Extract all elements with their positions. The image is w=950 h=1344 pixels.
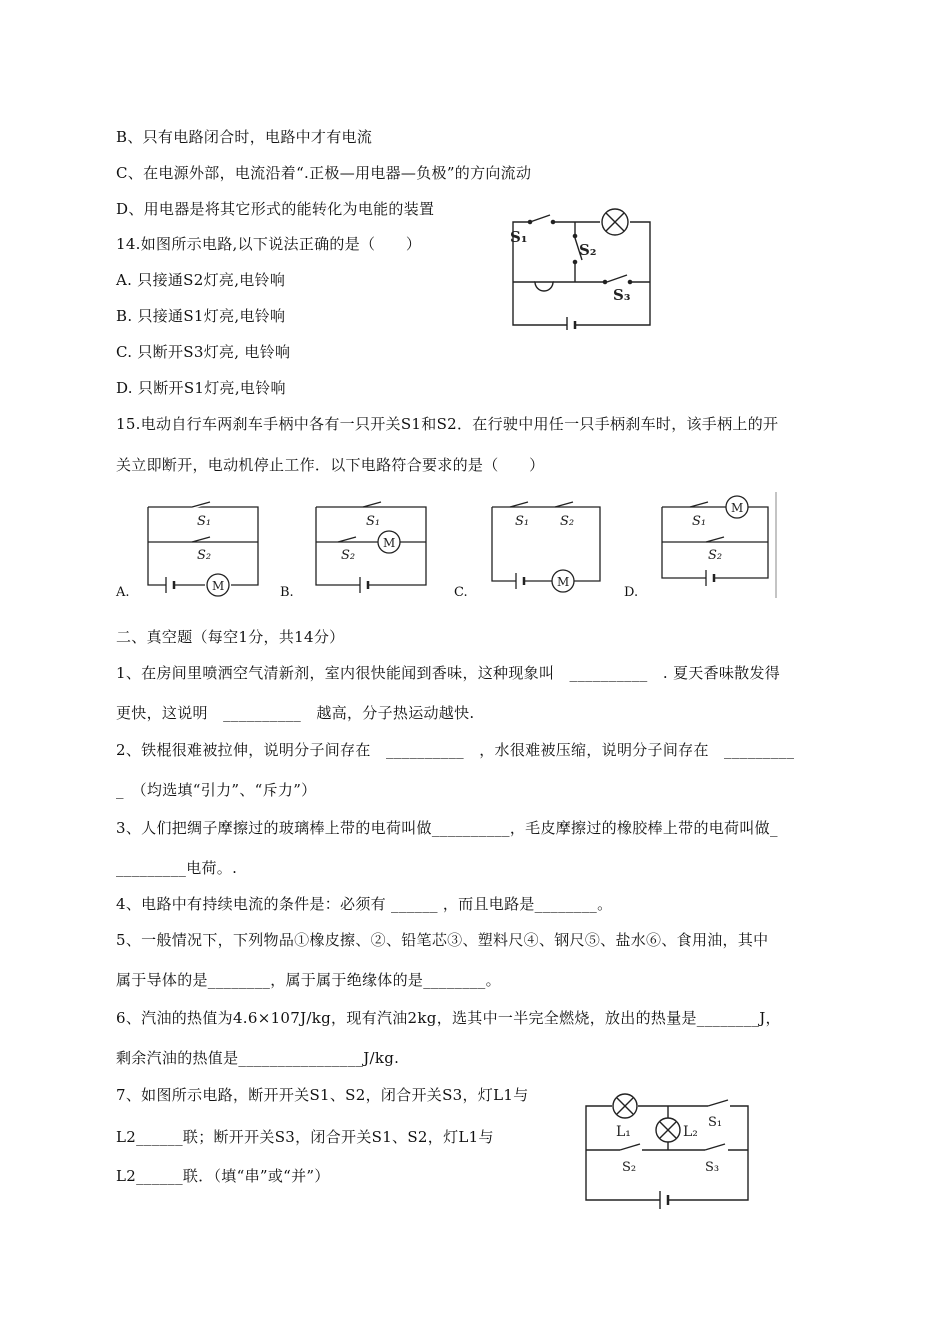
fill-q1-line2: 更快，这说明 __________ 越高，分子热运动越快. — [116, 704, 475, 722]
q15d-label-s1: S₁ — [692, 514, 707, 529]
q15c-label-s2: S₂ — [560, 514, 575, 529]
q14-battery-icon — [567, 317, 575, 330]
q15b-motor-label: M — [383, 536, 396, 550]
option-b-text: B、只有电路闭合时，电路中才有电流 — [116, 128, 373, 146]
q7-switch-s2-symbol — [620, 1144, 640, 1150]
question-15-line2: 关立即断开，电动机停止工作．以下电路符合要求的是（ ） — [116, 456, 545, 474]
q15b-label-s1: S₁ — [366, 514, 381, 529]
q7-battery-icon — [660, 1191, 668, 1209]
q14-bell-icon — [535, 282, 553, 291]
q15c-motor-label: M — [557, 575, 570, 589]
q7-label-s2: S₂ — [622, 1160, 637, 1175]
option-d-text: D、用电器是将其它形式的能转化为电能的装置 — [116, 200, 435, 218]
q15b-battery-icon — [360, 577, 368, 593]
q15-circuit-d — [650, 490, 780, 600]
q7-lamp-l1-icon — [613, 1094, 637, 1118]
q15d-motor-label: M — [731, 501, 744, 515]
q15-circuit-a — [140, 497, 270, 607]
fill-q5-line1: 5、一般情况下，下列物品①橡皮擦、②、铅笔芯③、塑料尺④、钢尺⑤、盐水⑥、食用油，其中 — [116, 931, 769, 949]
q7-lamp-l2-icon — [656, 1118, 680, 1142]
fill-q7-line2: L2______联；断开开关S3，闭合开关S1、S2，灯L1与 — [116, 1128, 494, 1146]
fill-q7-line1: 7、如图所示电路，断开开关S1、S2，闭合开关S3，灯L1与 — [116, 1086, 529, 1104]
q15-label-c: C. — [454, 585, 468, 600]
q15a-label-s2: S₂ — [197, 548, 212, 563]
q15c-battery-icon — [516, 573, 524, 589]
q15-label-a: A. — [116, 585, 130, 600]
fill-q5-line2: 属于导体的是________，属于属于绝缘体的是________。 — [116, 971, 501, 989]
question-14: 14.如图所示电路,以下说法正确的是（ ） — [116, 235, 422, 253]
q14-circuit-diagram — [505, 205, 655, 330]
q15-label-d: D. — [624, 585, 639, 600]
q15-circuit-c — [480, 497, 610, 607]
q15-label-b: B. — [280, 585, 294, 600]
option-c-text: C、在电源外部，电流沿着“.正极—用电器—负极”的方向流动 — [116, 164, 532, 182]
q15b-switch-s1 — [363, 502, 381, 507]
q7-label-s1: S₁ — [708, 1115, 723, 1130]
fill-q3-line1: 3、人们把绸子摩擦过的玻璃棒上带的电荷叫做__________，毛皮摩擦过的橡胶棒上带的电荷叫做_ — [116, 819, 778, 837]
q15a-switch-s2 — [192, 537, 210, 542]
q14-switch-s3-symbol — [603, 275, 631, 284]
q15d-switch-s2 — [706, 537, 724, 542]
q15c-switch-s1 — [510, 502, 528, 507]
fill-q2-line2: _ （均选填“引力”、“斥力”） — [116, 781, 317, 799]
q15c-label-s1: S₁ — [515, 514, 530, 529]
q7-switch-s1-symbol — [708, 1100, 728, 1106]
q15b-switch-s2 — [338, 537, 356, 542]
q14-wires — [513, 222, 650, 325]
section-heading: 二、真空题（每空1分，共14分） — [116, 628, 345, 646]
fill-q3-line2: _________电荷。. — [116, 859, 238, 877]
q15d-label-s2: S₂ — [708, 548, 723, 563]
q14-label-s2: S₂ — [579, 241, 597, 259]
q14-lamp-icon — [602, 209, 628, 235]
q14-option-a: A. 只接通S2灯亮,电铃响 — [116, 271, 286, 289]
q15a-label-s1: S₁ — [197, 514, 212, 529]
q7-label-l1: L₁ — [616, 1124, 631, 1140]
q14-switch-s1-symbol — [528, 215, 554, 224]
q14-label-s1: S₁ — [510, 228, 528, 246]
q15d-battery-icon — [706, 570, 714, 586]
q14-option-b: B. 只接通S1灯亮,电铃响 — [116, 307, 286, 325]
q15a-battery-icon — [166, 577, 174, 593]
fill-q2-line1: 2、铁棍很难被拉伸，说明分子间存在 __________ ，水很难被压缩，说明分子间存在 _________ — [116, 741, 795, 759]
q14-label-s3: S₃ — [613, 286, 631, 304]
fill-q7-line3: L2______联．（填“串”或“并”） — [116, 1167, 330, 1185]
q7-label-l2: L₂ — [683, 1124, 698, 1140]
q15b-label-s2: S₂ — [341, 548, 356, 563]
q15c-switch-s2 — [555, 502, 573, 507]
q7-switch-s3-symbol — [705, 1144, 725, 1150]
fill-q6-line1: 6、汽油的热值为4.6×107J/kg，现有汽油2kg，选其中一半完全燃烧，放出的热量是________J， — [116, 1009, 781, 1027]
question-15-line1: 15.电动自行车两刹车手柄中各有一只开关S1和S2．在行驶中用任一只手柄刹车时，该手柄上的开 — [116, 415, 779, 433]
fill-q6-line2: 剩余汽油的热值是________________J/kg. — [116, 1049, 400, 1067]
q7-label-s3: S₃ — [705, 1160, 720, 1175]
fill-q1-line1: 1、在房间里喷洒空气清新剂，室内很快能闻到香味，这种现象叫 __________ . 夏天香味散发得 — [116, 664, 781, 682]
q15d-switch-s1 — [690, 502, 708, 507]
q15a-motor-label: M — [212, 579, 225, 593]
fill-q4: 4、电路中有持续电流的条件是：必须有 ______ ，而且电路是________。 — [116, 895, 613, 913]
q7-circuit-diagram — [580, 1088, 755, 1213]
q14-option-d: D. 只断开S1灯亮,电铃响 — [116, 379, 286, 397]
q15-circuit-b — [308, 497, 438, 607]
q14-option-c: C. 只断开S3灯亮, 电铃响 — [116, 343, 291, 361]
q15a-switch-s1 — [192, 502, 210, 507]
